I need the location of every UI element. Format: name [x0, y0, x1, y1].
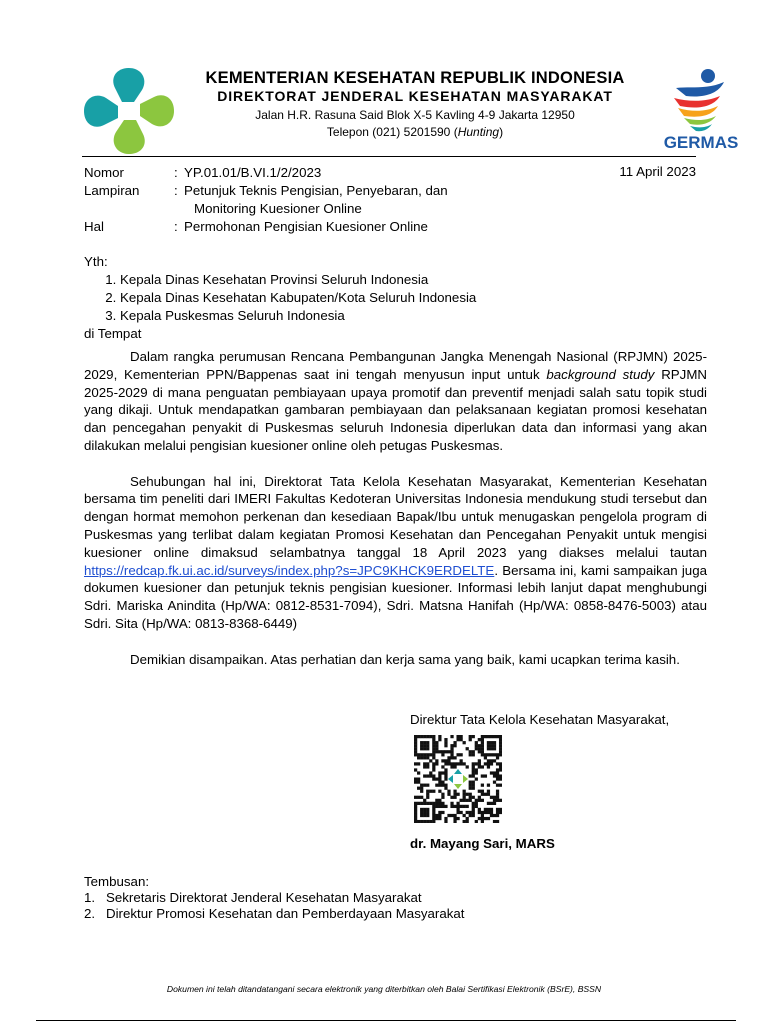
cc-label: Tembusan: [84, 874, 150, 889]
kemenkes-logo [82, 66, 176, 156]
qr-code-signature [414, 735, 502, 823]
carbon-copy [84, 874, 464, 922]
list-item: 1. Kepala Dinas Kesehatan Provinsi Seluruh Indonesia [120, 271, 696, 289]
header-divider [82, 156, 696, 157]
qr-center-logo [448, 769, 468, 789]
hal-row: Hal : Permohonan Pengisian Kuesioner Online [84, 218, 696, 236]
list-item: 1. Sekretaris Direktorat Jenderal Kesehatan Masyarakat [84, 890, 422, 905]
cc-list [84, 890, 464, 922]
letter-meta [84, 164, 696, 236]
recipients [84, 253, 696, 343]
footer-note: Dokumen ini telah ditandatangani secara elektronik yang diterbitkan oleh Balai Sertifikasi Elektronik (BSrE), BSSN [166, 984, 602, 994]
signer-title: Direktur Tata Kelola Kesehatan Masyarakat, [410, 712, 670, 727]
list-item: 3. Kepala Puskesmas Seluruh Indonesia [120, 307, 696, 325]
address: Jalan H.R. Rasuna Said Blok X-5 Kavling 4-9 Jakarta 12950 [255, 108, 575, 122]
recipient-list [84, 271, 696, 325]
lampiran-row: Lampiran : Petunjuk Teknis Pengisian, Penyebaran, dan Monitoring Kuesioner Online [84, 182, 696, 218]
nomor-value: YP.01.01/B.VI.1/2/2023 [184, 165, 322, 180]
signature-block [410, 712, 710, 851]
paragraph-2: Sehubungan hal ini, Direktorat Tata Kelola Kesehatan Masyarakat, Kementerian Kesehatan bersama tim peneliti dari IMERI Fakultas Kedoteran Universitas Indonesia mendukung studi tersebut dan dengan hormat memohon perkenan dan kesediaan Bapak/Ibu untuk menugaskan pengelola program di Puskesmas yang terlibat dalam kegiatan Promosi Kesehatan dan Pencegahan Penyakit untuk mengisi kuesioner online dimaksud selambatnya tanggal 18 April 2023 yang diakses melalui tautan https://redcap.fk.ui.ac.id/surveys/index.php?s=JPC9KHCK9ERDELTE. Bersama ini, kami sampaikan juga dokumen kuesioner dan petunjuk teknis pengisian kuesioner. Informasi lebih lanjut dapat menghubungi Sdri. Mariska Anindita (Hp/WA: 0812-8531-7094), Sdri. Matsna Hanifah (Hp/WA: 0858-8476-5003) atau Sdri. Sita (Hp/WA: 0813-8368-6449) [84, 473, 707, 631]
nomor-label: Nomor [84, 165, 124, 180]
survey-link[interactable]: https://redcap.fk.ui.ac.id/surveys/index.php?s=JPC9KHCK9ERDELTE [84, 562, 495, 578]
paragraph-3: Demikian disampaikan. Atas perhatian dan kerja sama yang baik, kami ucapkan terima kasih. [130, 651, 680, 667]
nomor-row: Nomor : YP.01.01/B.VI.1/2/2023 [84, 164, 696, 182]
paragraph-1: Dalam rangka perumusan Rencana Pembangunan Jangka Menengah Nasional (RPJMN) 2025-2029, Kementerian PPN/Bappenas saat ini tengah menyusun input untuk background study RPJMN 2025-2029 di mana penguatan pembiayaan upaya promotif dan preventif menjadi salah satu topik studi yang dikaji. Untuk mendapatkan gambaran pembiayaan dan pelaksanaan kegiatan promosi kesehatan dan pencegahan penyakit di Puskesmas seluruh Indonesia diperlukan data dan informasi yang akan dilakukan melalui pengisian kuesioner online oleh petugas Puskesmas. [84, 349, 707, 453]
germas-logo [656, 66, 746, 152]
hal-value: Permohonan Pengisian Kuesioner Online [184, 219, 428, 234]
letter-date: 11 April 2023 [619, 164, 696, 179]
signer-name: dr. Mayang Sari, MARS [410, 836, 555, 851]
place: di Tempat [84, 326, 142, 341]
list-item: 2. Kepala Dinas Kesehatan Kabupaten/Kota Seluruh Indonesia [120, 289, 696, 307]
list-item: 2. Direktur Promosi Kesehatan dan Pemberdayaan Masyarakat [84, 906, 465, 921]
footer-divider [36, 1020, 736, 1021]
greeting: Yth: [84, 254, 108, 269]
directorate-name: DIREKTORAT JENDERAL KESEHATAN MASYARAKAT [217, 88, 613, 104]
lampiran-label: Lampiran [84, 183, 140, 198]
germas-label: GERMAS [663, 133, 739, 152]
hal-label: Hal [84, 219, 104, 234]
ministry-name: KEMENTERIAN KESEHATAN REPUBLIK INDONESIA [205, 69, 625, 87]
letterhead [180, 68, 650, 140]
lampiran-value: Petunjuk Teknis Pengisian, Penyebaran, dan Monitoring Kuesioner Online [184, 183, 448, 216]
letter-body [84, 348, 707, 686]
phone: Telepon (021) 5201590 (Hunting) [326, 125, 504, 139]
